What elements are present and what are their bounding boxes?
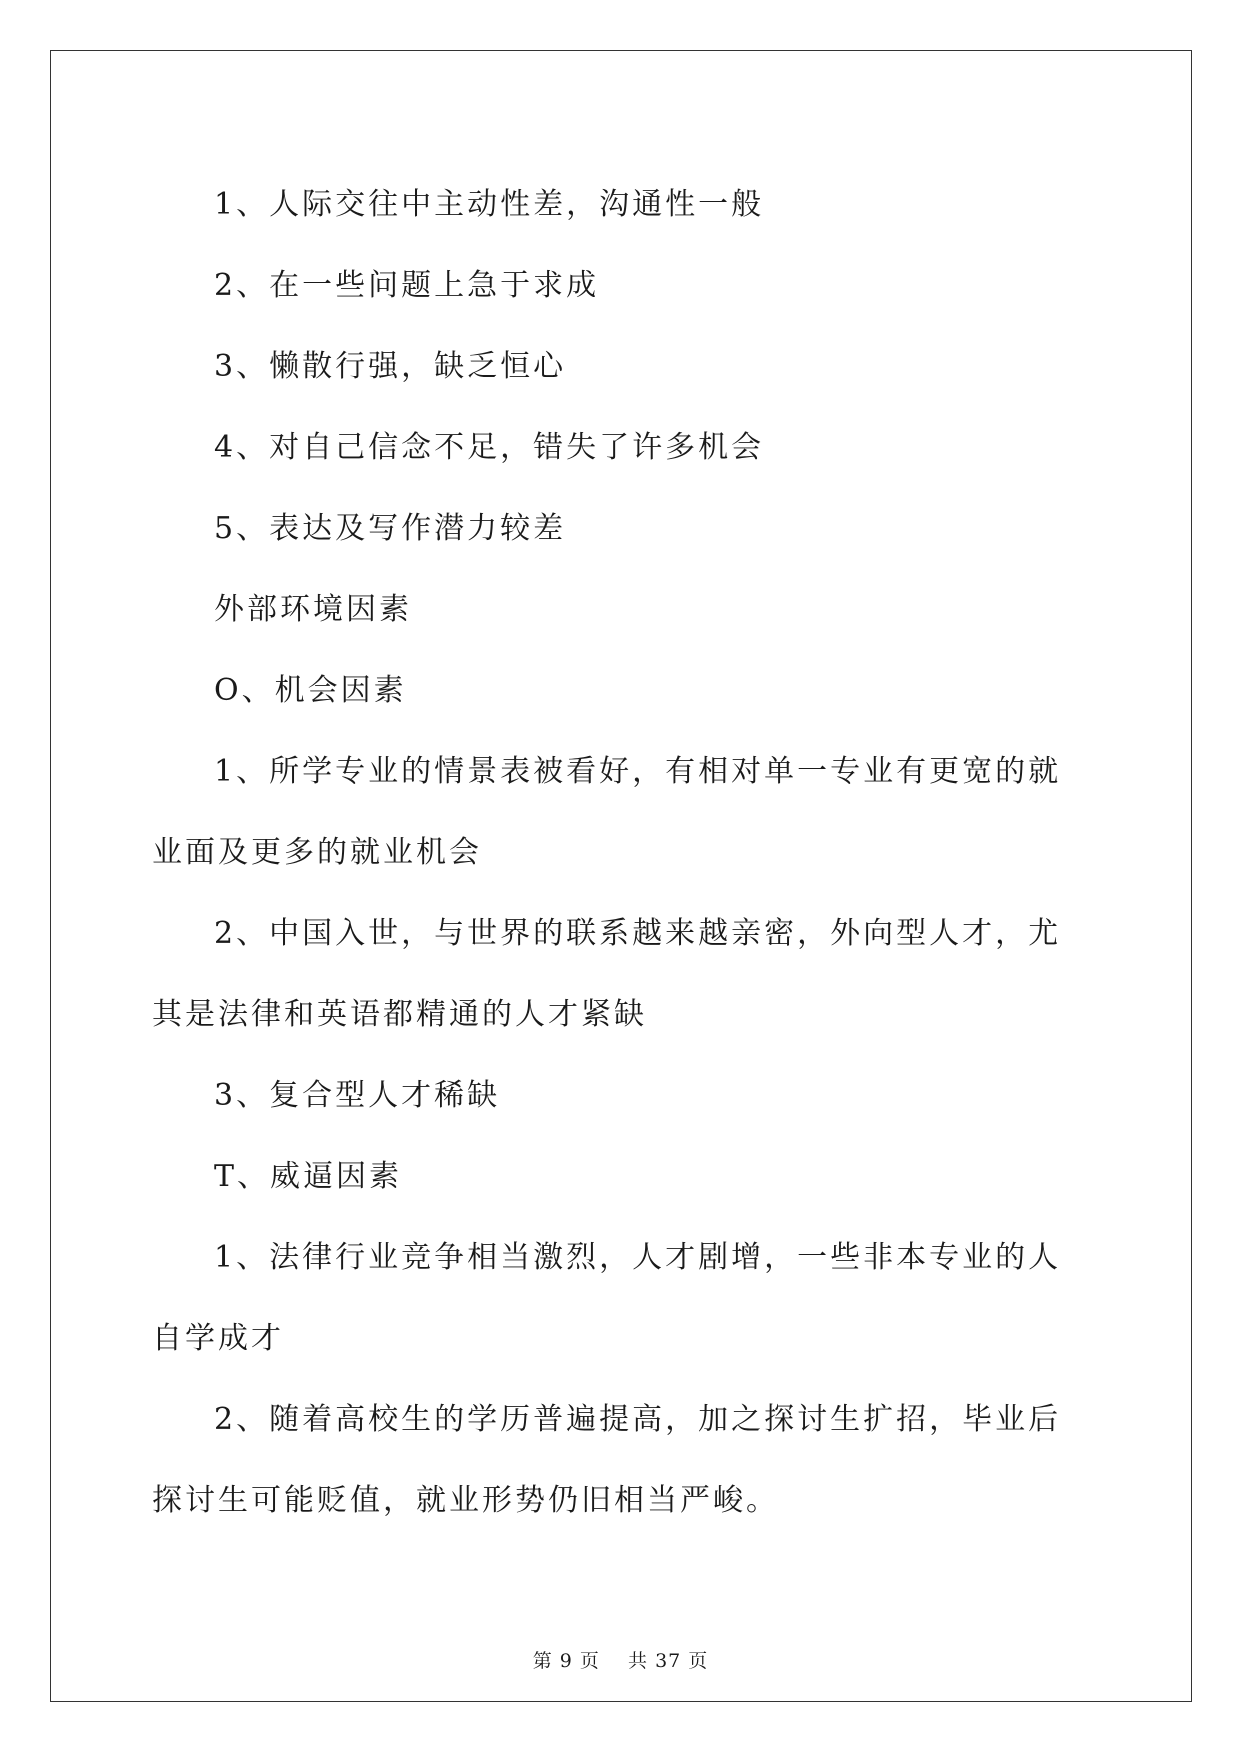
page-total: 共 37 页: [628, 1650, 709, 1672]
document-body: [152, 164, 1082, 1541]
section-heading: O、机会因素: [214, 673, 407, 708]
section-heading: 外部环境因素: [214, 592, 412, 627]
paragraph: 3、复合型人才稀缺: [214, 1078, 501, 1113]
paragraph: 2、随着高校生的学历普遍提高，加之探讨生扩招，毕业后探讨生可能贬值，就业形势仍旧相当严峻。: [152, 1402, 1062, 1518]
section-heading: T、威逼因素: [214, 1159, 403, 1194]
page-footer: [0, 1646, 1241, 1673]
paragraph: 1、法律行业竞争相当激烈，人才剧增，一些非本专业的人自学成才: [152, 1240, 1062, 1356]
page-number: 第 9 页: [532, 1650, 600, 1672]
paragraph: 2、在一些问题上急于求成: [214, 268, 600, 303]
paragraph: 2、中国入世，与世界的联系越来越亲密，外向型人才，尤其是法律和英语都精通的人才紧缺: [152, 916, 1062, 1032]
paragraph: 1、人际交往中主动性差，沟通性一般: [214, 187, 765, 222]
paragraph: 1、所学专业的情景表被看好，有相对单一专业有更宽的就业面及更多的就业机会: [152, 754, 1062, 870]
paragraph: 5、表达及写作潜力较差: [214, 511, 567, 546]
paragraph: 4、对自己信念不足，错失了许多机会: [214, 430, 765, 465]
paragraph: 3、懒散行强，缺乏恒心: [214, 349, 567, 384]
